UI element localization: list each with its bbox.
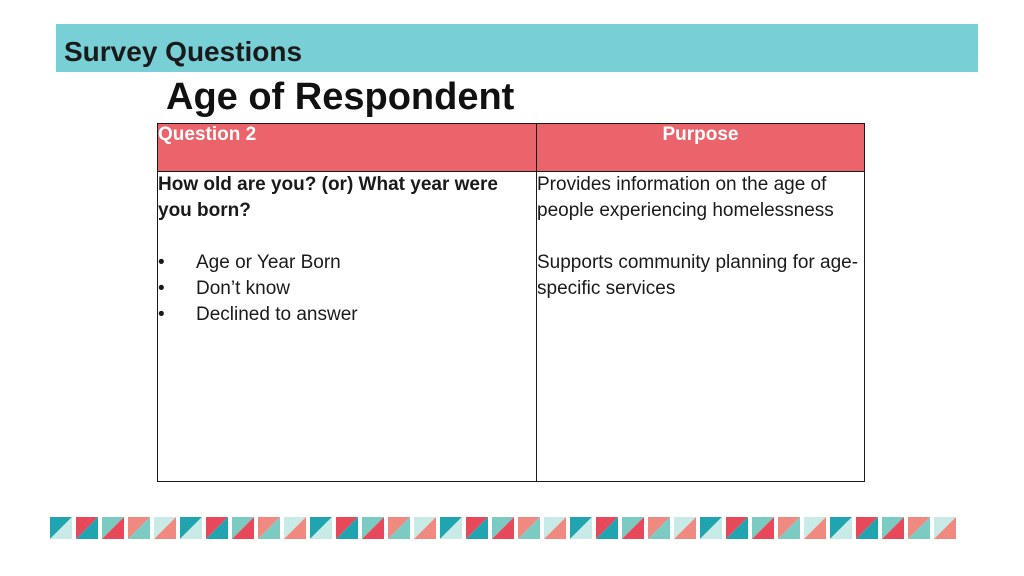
answer-option-label: Age or Year Born	[196, 252, 341, 273]
question-purpose-table	[157, 123, 865, 482]
answer-option-label: Don’t know	[196, 278, 290, 299]
answer-option	[158, 250, 536, 276]
answer-option	[158, 302, 536, 328]
section-banner	[56, 24, 978, 72]
question-text: How old are you? (or) What year were you born?	[158, 174, 498, 221]
purpose-paragraph: Supports community planning for age-specific services	[537, 252, 859, 299]
purpose-column-header: Purpose	[537, 124, 865, 172]
slide-title: Age of Respondent	[166, 76, 515, 118]
question-column-header: Question 2	[158, 124, 537, 172]
answer-option	[158, 276, 536, 302]
bullet-dot-icon: •	[158, 252, 165, 273]
purpose-cell	[537, 172, 865, 482]
bullet-dot-icon: •	[158, 278, 165, 299]
section-title: Survey Questions	[64, 36, 303, 67]
answer-option-label: Declined to answer	[196, 304, 358, 325]
bullet-dot-icon: •	[158, 304, 165, 325]
paragraph-spacer	[537, 224, 864, 250]
purpose-paragraph: Provides information on the age of people experiencing homelessness	[537, 174, 834, 221]
answer-options-list	[158, 250, 536, 328]
table-row	[158, 172, 865, 482]
table-header-row	[158, 124, 865, 172]
question-cell	[158, 172, 537, 482]
decorative-triangle-strip	[50, 517, 974, 539]
